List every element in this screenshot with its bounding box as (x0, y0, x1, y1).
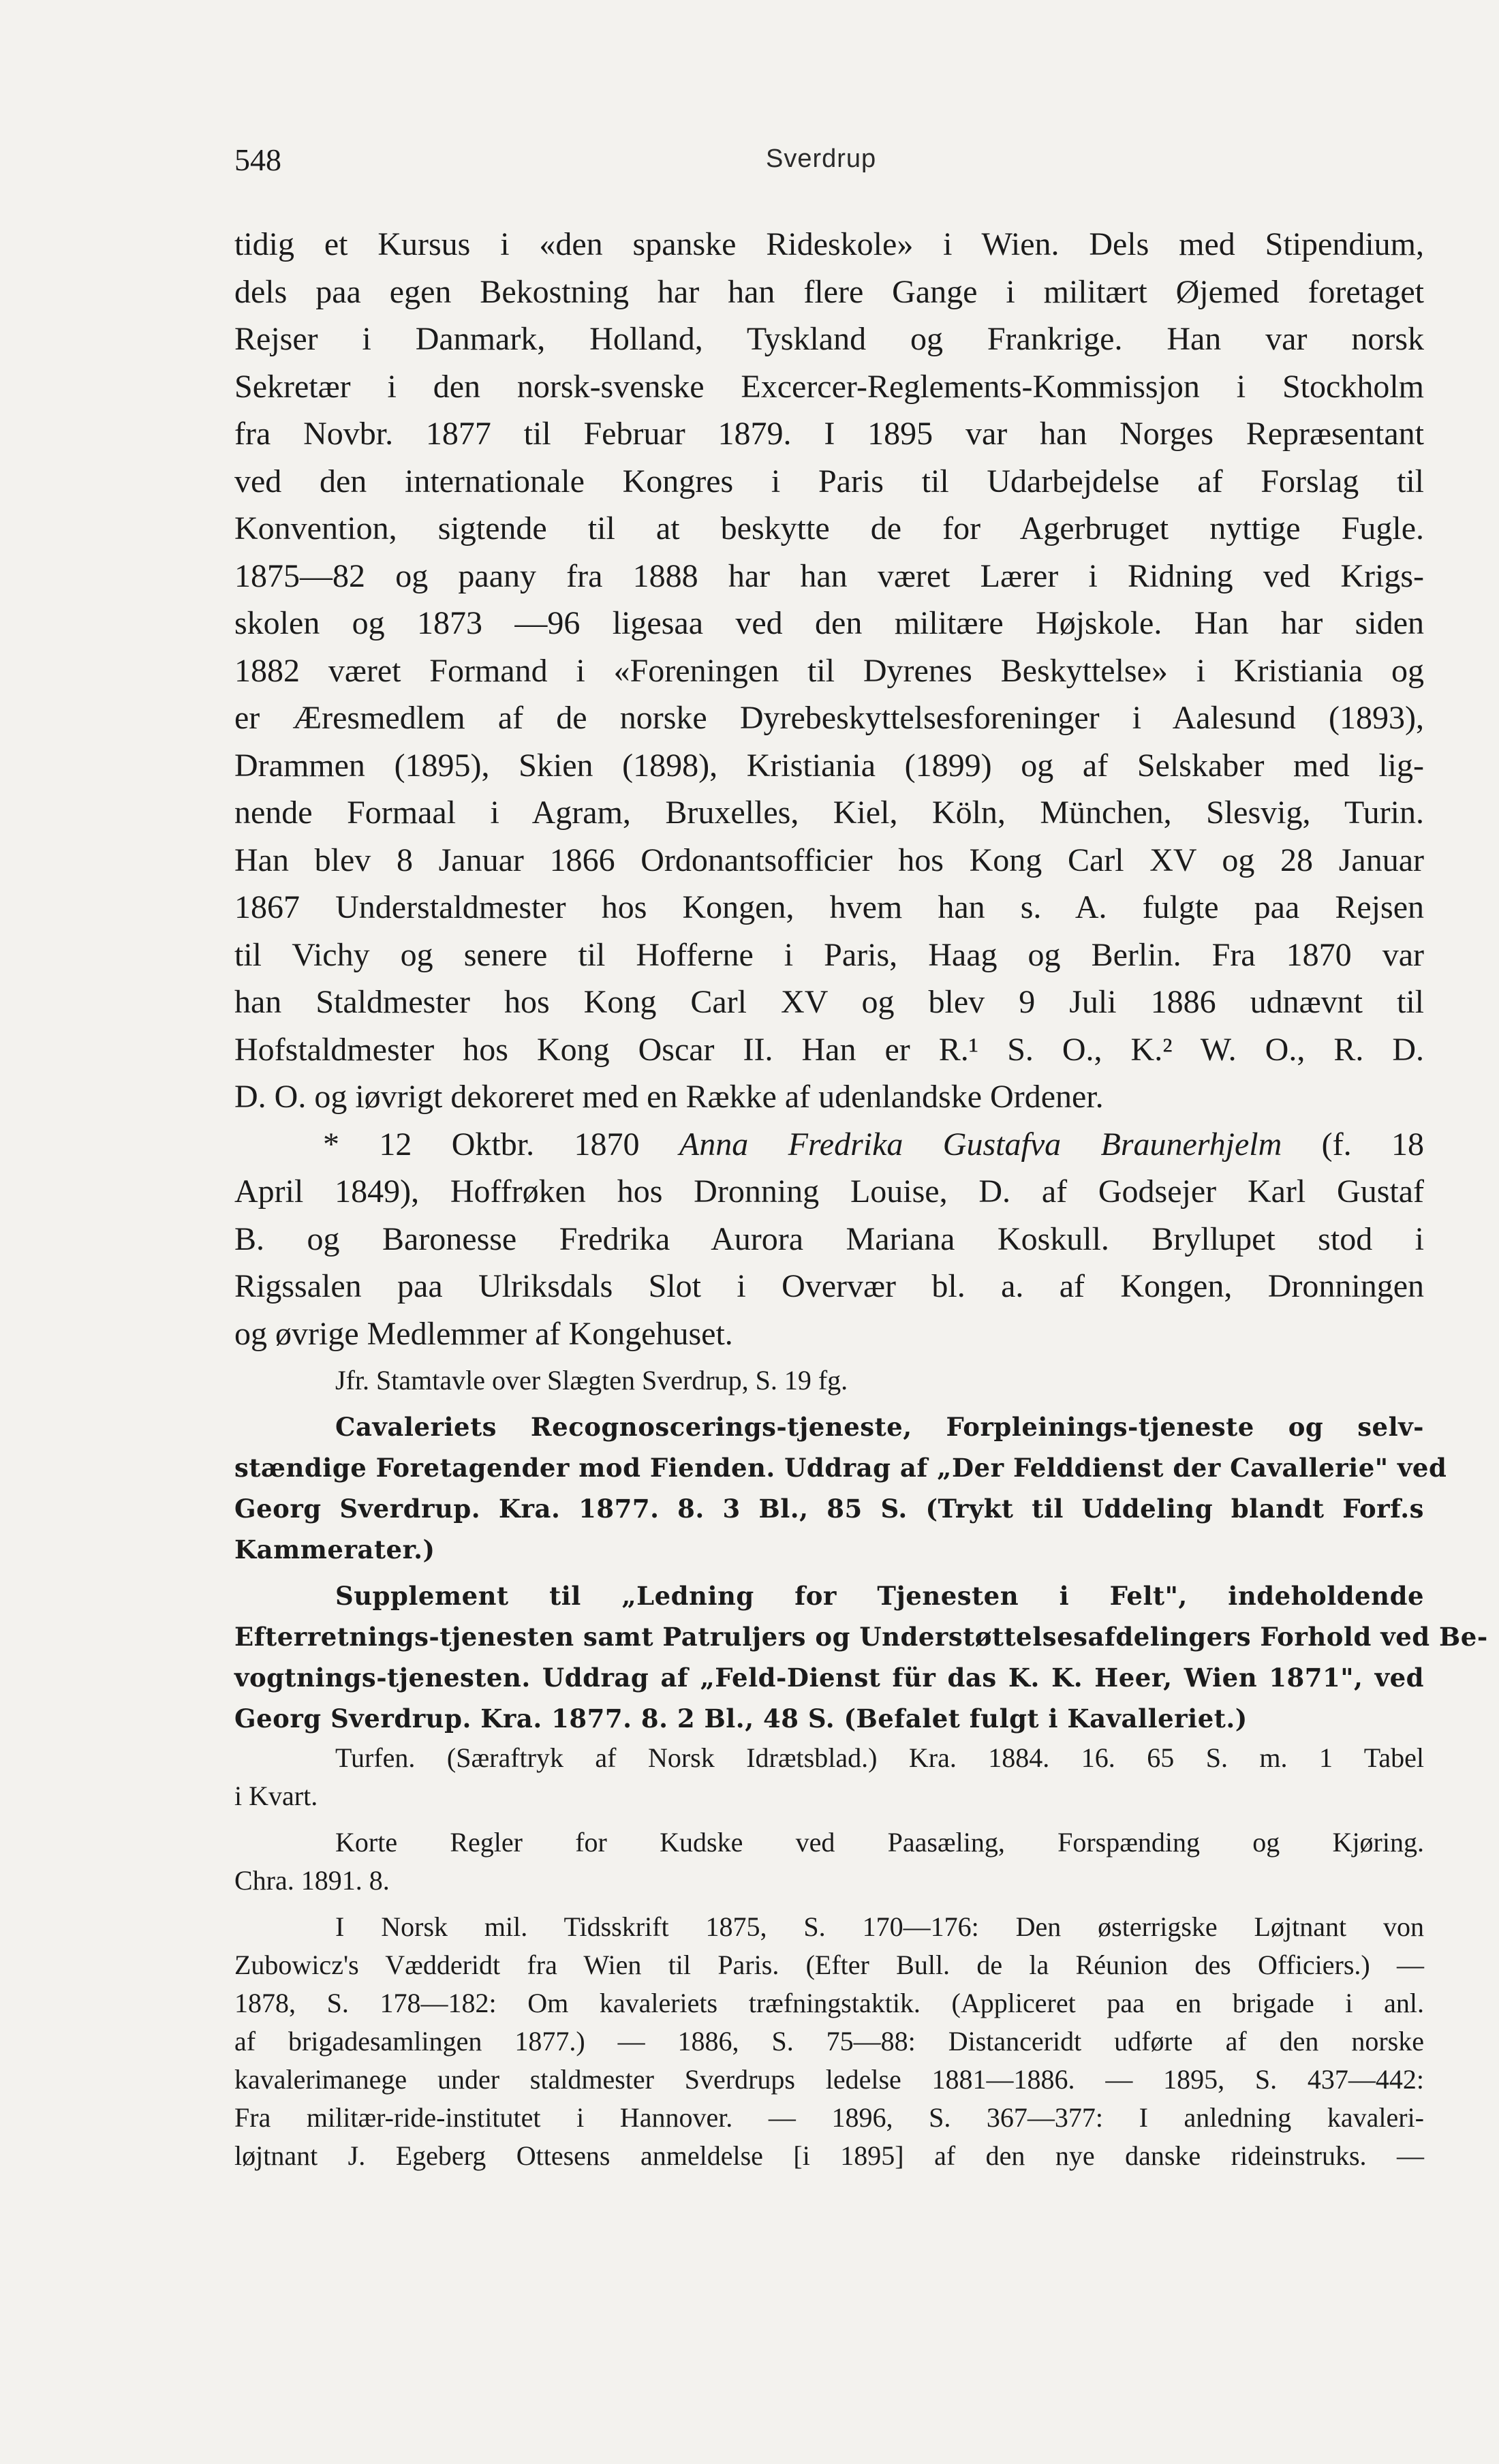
bibliography-line: Turfen. (Særaftryk af Norsk Idrætsblad.) Kra. 1884. 16. 65 S. m. 1 Tabel (335, 1742, 1424, 1773)
text-line: April 1849), Hoffrøken hos Dronning Louise, D. af Godsejer Karl Gustaf (234, 1173, 1424, 1210)
bibliography-line: I Norsk mil. Tidsskrift 1875, S. 170—176: Den østerrigske Løjtnant von (335, 1911, 1424, 1942)
text-line: B. og Baronesse Fredrika Aurora Mariana Koskull. Bryllupet stod i (234, 1220, 1424, 1257)
marriage-birth: (f. 18 (1321, 1126, 1425, 1162)
bibliography-line: Korte Regler for Kudske ved Paasæling, Forspænding og Kjøring. (335, 1827, 1424, 1858)
text-line: 1867 Understaldmester hos Kongen, hvem han s. A. fulgte paa Rejsen (234, 889, 1424, 925)
spouse-name: Anna Fredrika Gustafva Braunerhjelm (679, 1126, 1282, 1162)
text-line: og øvrige Medlemmer af Kongehuset. (234, 1315, 733, 1352)
text-line: Konvention, sigtende til at beskytte de for Agerbruget nyttige Fugle. (234, 510, 1424, 546)
blackletter-line: Kammerater.) (234, 1535, 435, 1565)
text-line: tidig et Kursus i «den spanske Rideskole» i Wien. Dels med Stipendium, (234, 226, 1424, 262)
blackletter-line: Cavaleriets Recognoscerings-tjeneste, Forpleinings-tjeneste og selv- (335, 1412, 1424, 1442)
text-line: 1882 været Formand i «Foreningen til Dyrenes Beskyttelse» i Kristiania og (234, 652, 1424, 689)
text-line: Rigssalen paa Ulriksdals Slot i Overvær bl. a. af Kongen, Dronningen (234, 1268, 1424, 1304)
text-line: D. O. og iøvrigt dekoreret med en Række af udenlandske Ordener. (234, 1079, 1104, 1115)
text-line: skolen og 1873 —96 ligesaa ved den militære Højskole. Han har siden (234, 605, 1424, 641)
text-line: er Æresmedlem af de norske Dyrebeskyttelsesforeninger i Aalesund (1893), (234, 700, 1424, 736)
marriage-line (234, 1121, 1424, 1169)
bibliography-line: 1878, S. 178—182: Om kavaleriets træfningstaktik. (Appliceret paa en brigade i anl. (234, 1988, 1424, 2018)
text-line: til Vichy og senere til Hofferne i Paris, Haag og Berlin. Fra 1870 var (234, 936, 1424, 973)
running-head: Sverdrup (766, 144, 877, 173)
text-line: nende Formaal i Agram, Bruxelles, Kiel, Köln, München, Slesvig, Turin. (234, 795, 1424, 831)
text-line: Drammen (1895), Skien (1898), Kristiania (1899) og af Selskaber med lig- (234, 747, 1424, 784)
bibliography-line: kavalerimanege under staldmester Sverdrups ledelse 1881—1886. — 1895, S. 437—442: (234, 2064, 1424, 2095)
text-line: Han blev 8 Januar 1866 Ordonantsofficier hos Kong Carl XV og 28 Januar (234, 842, 1424, 878)
bibliography-line: i Kvart. (234, 1781, 318, 1811)
text-line: dels paa egen Bekostning har han flere Gange i militært Øjemed foretaget (234, 273, 1424, 310)
bibliography-line: løjtnant J. Egeberg Ottesens anmeldelse [i 1895] af den nye danske rideinstruks. — (234, 2140, 1424, 2171)
text-line: fra Novbr. 1877 til Februar 1879. I 1895 var han Norges Repræsentant (234, 416, 1424, 452)
blackletter-line: Supplement til „Ledning for Tjenesten i Felt", indeholdende (335, 1581, 1424, 1611)
blackletter-line: stændige Foretagender mod Fienden. Uddrag af „Der Felddienst der Cavallerie" ved (234, 1453, 1447, 1483)
text-line: Rejser i Danmark, Holland, Tyskland og Frankrige. Han var norsk (234, 321, 1424, 357)
blackletter-line: Georg Sverdrup. Kra. 1877. 8. 2 Bl., 48 S. (Befalet fulgt i Kavalleriet.) (234, 1704, 1248, 1734)
bibliography-line: Zubowicz's Vædderidt fra Wien til Paris. (Efter Bull. de la Réunion des Officiers.) — (234, 1950, 1424, 1980)
blackletter-line: vogtnings-tjenesten. Uddrag af „Feld-Dienst für das K. K. Heer, Wien 1871", ved (234, 1663, 1424, 1693)
text-line: 1875—82 og paany fra 1888 har han været Lærer i Ridning ved Krigs- (234, 557, 1424, 594)
bibliography-line: Fra militær-ride-institutet i Hannover. — 1896, S. 367—377: I anledning kavaleri- (234, 2102, 1424, 2133)
reference-line: Jfr. Stamtavle over Slægten Sverdrup, S. 19 fg. (335, 1365, 848, 1396)
bibliography-line: Chra. 1891. 8. (234, 1865, 390, 1896)
text-line: Sekretær i den norsk-svenske Excercer-Reglements-Kommissjon i Stockholm (234, 368, 1424, 405)
blackletter-line: Georg Sverdrup. Kra. 1877. 8. 3 Bl., 85 S. (Trykt til Uddeling blandt Forf.s (234, 1494, 1424, 1524)
blackletter-line: Efterretnings-tjenesten samt Patruljers og Understøttelsesafdelingers Forhold ved Be- (234, 1622, 1488, 1652)
bibliography-line: af brigadesamlingen 1877.) — 1886, S. 75—88: Distanceridt udførte af den norske (234, 2026, 1424, 2057)
page-number: 548 (234, 142, 281, 177)
text-line: han Staldmester hos Kong Carl XV og blev 9 Juli 1886 udnævnt til (234, 984, 1424, 1020)
text-line: ved den internationale Kongres i Paris til Udarbejdelse af Forslag til (234, 463, 1424, 499)
biography-paragraph (234, 221, 1424, 1357)
bibliography (234, 1361, 1488, 2175)
text-line: Hofstaldmester hos Kong Oscar II. Han er R.¹ S. O., K.² W. O., R. D. (234, 1031, 1424, 1068)
marriage-date: * 12 Oktbr. 1870 (323, 1126, 640, 1162)
page-header (0, 142, 1499, 183)
